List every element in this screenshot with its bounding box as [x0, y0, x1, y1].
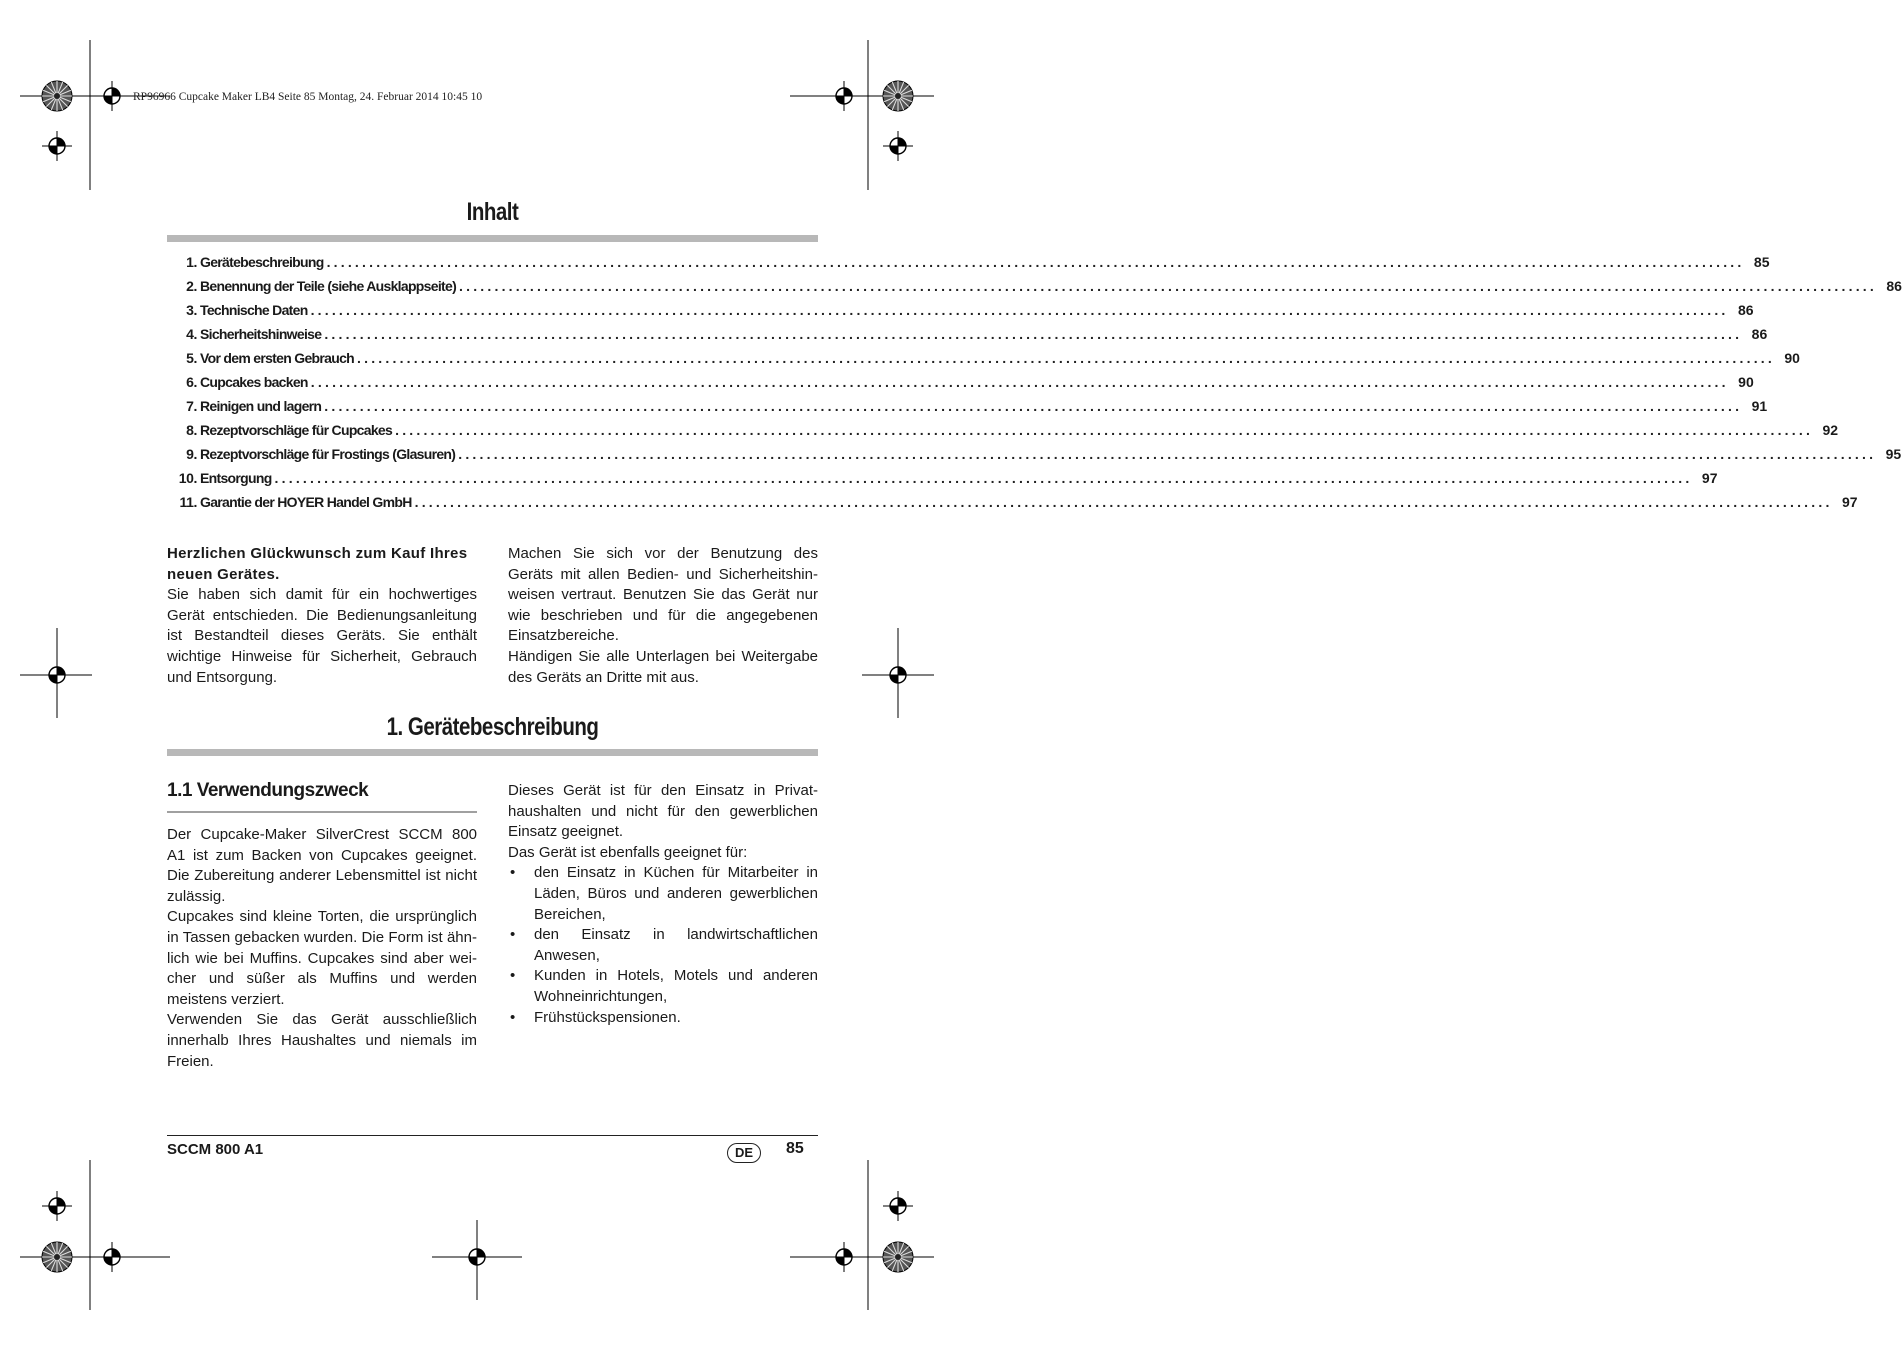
section-1-title: 1. Gerätebeschreibung: [386, 713, 599, 741]
toc-entry: [167, 278, 1902, 302]
toc-entry-number: 8.: [186, 422, 197, 438]
toc-entry-title: Reinigen und lagern: [200, 398, 322, 414]
toc-dot-leader: ........................................................................................................................................................................................................: [459, 278, 1877, 294]
toc-entry: [167, 254, 1770, 278]
toc-dot-leader: ........................................................................................................................................................................................................: [274, 470, 1693, 486]
toc-entry-title: Entsorgung: [200, 470, 272, 486]
page-number: 85: [786, 1140, 804, 1157]
intro-right-paragraph-1: Machen Sie sich vor der Benutzung des Geräts mit allen Bedien- und Sicherheitshinweisen vertraut. Benutzen Sie das Gerät nur wie beschrieben und für die angegebenen Einsatzbereiche.: [508, 545, 818, 645]
intro-left-paragraph: Sie haben sich damit für ein hochwertiges Gerät entschieden. Die Bedienungsanleitung ist Bestandteil dieses Geräts. Sie enthält wichtige Hinweise für Sicherheit, Gebrauch und Entsorgung.: [167, 586, 477, 686]
toc-entry-page: 90: [1738, 374, 1754, 390]
intro-right-paragraph-2: Händigen Sie alle Unterlagen bei Weitergabe des Geräts an Dritte mit aus.: [508, 647, 818, 686]
usage-right-paragraph-1: Dieses Gerät ist für den Einsatz in Privathaushalten und nicht für den gewerblichen Einsatz geeignet.: [508, 782, 818, 841]
toc-entry-title: Sicherheitshinweise: [200, 326, 322, 342]
toc-entry-title: Vor dem ersten Gebrauch: [200, 350, 355, 366]
table-of-contents: [167, 254, 1902, 518]
toc-entry-title: Rezeptvorschläge für Cupcakes: [200, 422, 393, 438]
toc-dot-leader: ........................................................................................................................................................................................................: [414, 494, 1833, 510]
toc-entry-page: 97: [1701, 470, 1718, 486]
usage-paragraph-3: Verwenden Sie das Gerät ausschließlich innerhalb Ihres Haushaltes und niemals im Freien.: [167, 1011, 477, 1070]
footer-rule: [167, 1135, 818, 1136]
toc-entry-page: 86: [1886, 278, 1902, 294]
toc-entry-number: 1.: [186, 254, 197, 270]
toc-entry-page: 90: [1784, 350, 1800, 366]
toc-dot-leader: ........................................................................................................................................................................................................: [326, 254, 1745, 270]
bullet-icon: •: [510, 926, 516, 944]
list-item: • den Einsatz in landwirtschaftlichen Anwesen,: [510, 926, 818, 964]
toc-entry: [167, 470, 1718, 494]
list-item: • Kunden in Hotels, Motels und anderen Wohneinrichtungen,: [510, 967, 818, 1005]
subsection-rule: [167, 811, 477, 813]
toc-entry-number: 6.: [186, 374, 197, 390]
subsection-1-1-title: 1.1 Verwendungszweck: [167, 780, 369, 801]
toc-dot-leader: ........................................................................................................................................................................................................: [458, 446, 1877, 462]
section-1-left-column: [167, 825, 477, 1072]
language-badge: DE: [727, 1143, 761, 1163]
bullet-icon: •: [510, 967, 516, 985]
footer-model-number: SCCM 800 A1: [167, 1141, 264, 1158]
toc-entry-page: 97: [1841, 494, 1858, 510]
toc-entry: [167, 326, 1768, 350]
bullet-icon: •: [510, 1008, 516, 1026]
toc-entry-page: 92: [1822, 422, 1839, 438]
toc-entry: [167, 350, 1800, 374]
toc-entry-number: 9.: [186, 446, 197, 462]
section-1-title-rule: [167, 749, 818, 756]
toc-entry: [167, 494, 1858, 518]
section-1-right-column: [508, 781, 818, 1028]
toc-entry-title: Garantie der HOYER Handel GmbH: [200, 494, 412, 510]
toc-entry-page: 86: [1751, 326, 1768, 342]
toc-dot-leader: ........................................................................................................................................................................................................: [324, 326, 1743, 342]
toc-dot-leader: ........................................................................................................................................................................................................: [310, 302, 1729, 318]
toc-entry-number: 4.: [186, 326, 197, 342]
toc-entry-page: 95: [1885, 446, 1902, 462]
toc-entry-page: 91: [1751, 398, 1768, 414]
toc-dot-leader: ........................................................................................................................................................................................................: [357, 350, 1775, 366]
toc-entry-title: Gerätebeschreibung: [200, 254, 324, 270]
toc-entry-number: 5.: [186, 350, 197, 366]
toc-entry: [167, 302, 1754, 326]
toc-entry: [167, 422, 1839, 446]
bullet-icon: •: [510, 864, 516, 882]
usage-right-paragraph-2: Das Gerät ist ebenfalls geeignet für:: [508, 843, 748, 861]
toc-entry-number: 3.: [186, 302, 197, 318]
toc-entry-title: Cupcakes backen: [200, 374, 308, 390]
toc-dot-leader: ........................................................................................................................................................................................................: [310, 374, 1729, 390]
toc-dot-leader: ........................................................................................................................................................................................................: [324, 398, 1743, 414]
suitability-list: [508, 863, 818, 1028]
list-item: • Frühstückspensionen.: [508, 1008, 818, 1029]
toc-entry-number: 2.: [186, 278, 197, 294]
toc-entry: [167, 398, 1768, 422]
toc-entry: [167, 446, 1902, 470]
usage-paragraph-2: Cupcakes sind kleine Torten, die ursprünglich in Tassen gebacken wurden. Die Form ist ähnlich wie bei Muffins. Cupcakes sind aber weicher und süßer als Muffins und werden meistens verziert.: [167, 908, 477, 1008]
intro-left-column: [167, 544, 477, 688]
toc-dot-leader: ........................................................................................................................................................................................................: [395, 422, 1814, 438]
toc-entry-title: Rezeptvorschläge für Frostings (Glasuren): [200, 446, 456, 462]
toc-entry-page: 85: [1753, 254, 1770, 270]
print-slug-header: RP96966 Cupcake Maker LB4 Seite 85 Montag, 24. Februar 2014 10:45 10: [133, 91, 483, 103]
toc-entry-title: Technische Daten: [200, 302, 308, 318]
toc-entry-number: 11.: [179, 494, 197, 510]
toc-title: Inhalt: [466, 198, 519, 226]
toc-entry-number: 7.: [186, 398, 197, 414]
toc-entry-title: Benennung der Teile (siehe Ausklappseite): [200, 278, 457, 294]
usage-paragraph-1: Der Cupcake-Maker SilverCrest SCCM 800 A1 ist zum Backen von Cupcakes geeignet. Die Zubereitung anderer Lebensmittel ist nicht zulässig.: [167, 826, 477, 905]
intro-heading: Herzlichen Glückwunsch zum Kauf Ihres neuen Gerätes.: [167, 545, 468, 583]
toc-entry: [167, 374, 1754, 398]
toc-entry-number: 10.: [178, 470, 197, 486]
list-item: • den Einsatz in Küchen für Mitarbeiter in Läden, Büros und anderen gewerblichen Bereichen,: [510, 864, 818, 923]
toc-entry-page: 86: [1737, 302, 1754, 318]
intro-right-column: [508, 544, 818, 688]
toc-title-rule: [167, 235, 818, 242]
